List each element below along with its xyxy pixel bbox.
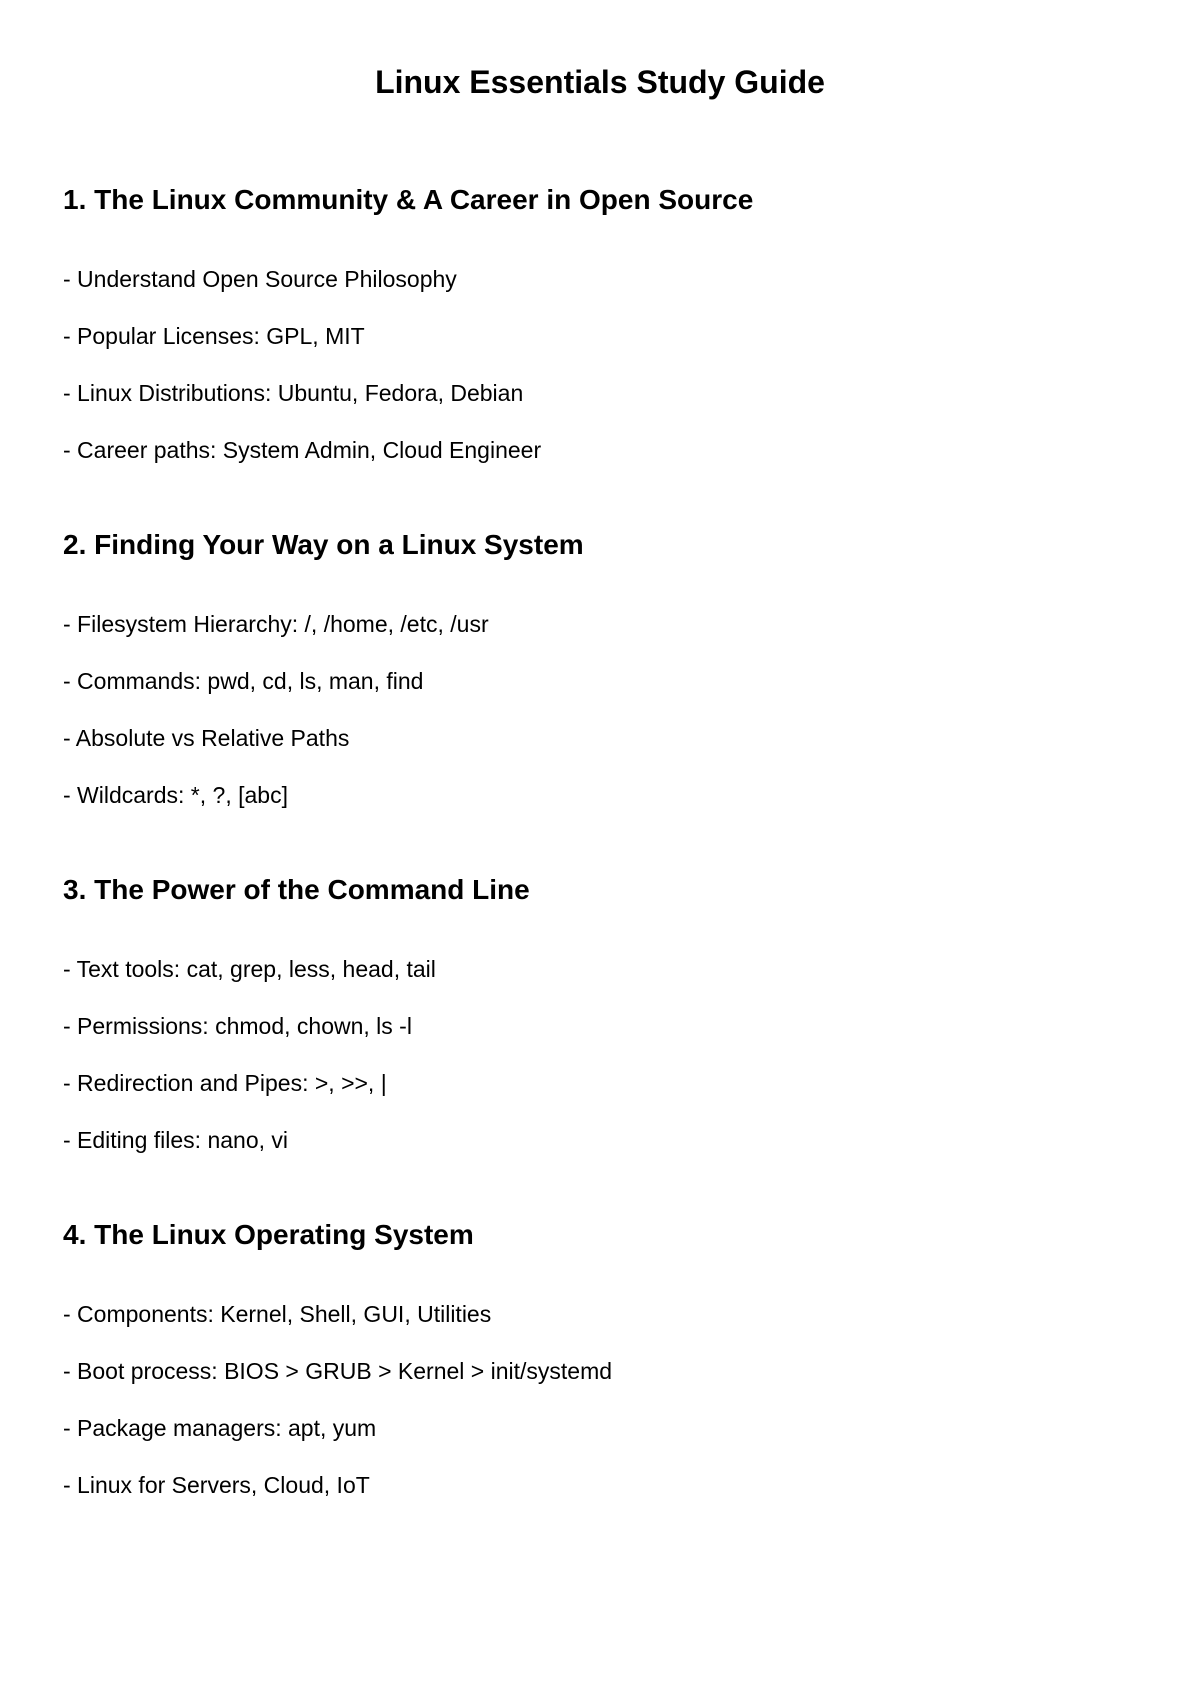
list-item: - Package managers: apt, yum <box>63 1415 377 1441</box>
list-item: - Filesystem Hierarchy: /, /home, /etc, /usr <box>63 611 489 637</box>
list-item: - Redirection and Pipes: >, >>, | <box>63 1070 387 1096</box>
section-operating-system <box>63 1217 1133 1527</box>
list-item: - Popular Licenses: GPL, MIT <box>63 323 365 349</box>
section-heading: 4. The Linux Operating System <box>63 1219 474 1250</box>
section-command-line <box>63 872 1133 1182</box>
document-title: Linux Essentials Study Guide <box>375 64 825 100</box>
bullet-list <box>63 954 1133 1155</box>
section-heading: 1. The Linux Community & A Career in Open Source <box>63 184 754 215</box>
list-item: - Boot process: BIOS > GRUB > Kernel > init/systemd <box>63 1358 613 1384</box>
section-heading: 2. Finding Your Way on a Linux System <box>63 529 584 560</box>
bullet-list <box>63 264 1133 465</box>
list-item: - Text tools: cat, grep, less, head, tail <box>63 956 436 982</box>
list-item: - Career paths: System Admin, Cloud Engineer <box>63 437 542 463</box>
list-item: - Permissions: chmod, chown, ls -l <box>63 1013 412 1039</box>
list-item: - Linux for Servers, Cloud, IoT <box>63 1472 370 1498</box>
list-item: - Wildcards: *, ?, [abc] <box>63 782 288 808</box>
bullet-list <box>63 1299 1133 1500</box>
list-item: - Linux Distributions: Ubuntu, Fedora, Debian <box>63 380 524 406</box>
list-item: - Components: Kernel, Shell, GUI, Utilities <box>63 1301 492 1327</box>
section-heading: 3. The Power of the Command Line <box>63 874 530 905</box>
section-finding-your-way <box>63 527 1133 837</box>
section-community-career <box>63 182 1133 492</box>
list-item: - Commands: pwd, cd, ls, man, find <box>63 668 424 694</box>
bullet-list <box>63 609 1133 810</box>
list-item: - Editing files: nano, vi <box>63 1127 289 1153</box>
list-item: - Understand Open Source Philosophy <box>63 266 457 292</box>
list-item: - Absolute vs Relative Paths <box>63 725 350 751</box>
